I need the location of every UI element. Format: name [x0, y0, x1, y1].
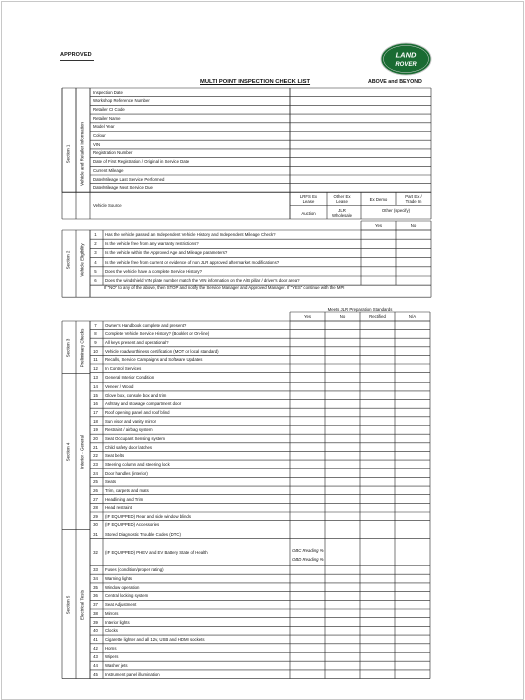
check-item-37-number: 37 — [93, 602, 98, 608]
section1-field-11-text: Date/Mileage Last Service Performed — [93, 176, 165, 182]
check-item-23-text: Steering column and steering lock — [105, 461, 170, 467]
section4-label: Section 4 — [65, 442, 71, 462]
eligibility-no-header: No — [410, 223, 417, 228]
check-item-19-number: 19 — [93, 427, 98, 433]
check-item-42-number: 42 — [93, 645, 98, 651]
source-lrfs-line1: LRFS Ex — [299, 194, 318, 199]
page-subtitle: ABOVE and BEYOND — [368, 79, 422, 85]
source-other-specify: Other (specify) — [381, 208, 411, 213]
section1-group-label: Vehicle and Retailer Information — [79, 122, 85, 186]
section3-group-label: Preliminary Checks — [79, 328, 85, 368]
eligibility-stop-note: If "NO" to any of the above, then STOP and notify the Service Manager and Approved Manager. If "YES" continue with the MPI — [104, 285, 345, 290]
check-item-17-number: 17 — [93, 410, 98, 415]
check-item-33-number: 33 — [93, 567, 98, 573]
check-item-35-number: 35 — [93, 584, 98, 590]
check-item-27-text: Headlining and Trim — [105, 496, 144, 502]
section5-group-label: Electrical Tests — [79, 590, 85, 620]
section1-field-7-text: VIN — [93, 141, 101, 147]
check-item-23-number: 23 — [93, 461, 98, 467]
eligibility-item-5-number: 5 — [94, 268, 97, 274]
check-item-34-text: Warning lights — [105, 576, 133, 581]
check-item-7-text: Owner's Handbook complete and present? — [105, 322, 187, 328]
check-item-39-number: 39 — [93, 619, 98, 625]
logo-line1: LAND — [395, 50, 417, 60]
check-item-28-number: 28 — [93, 505, 98, 511]
check-item-20-number: 20 — [93, 435, 98, 441]
check-item-14-number: 14 — [93, 384, 98, 390]
check-item-44-number: 44 — [93, 663, 98, 668]
section1-field-5-text: Model Year — [93, 124, 115, 130]
check-item-20-text: Seat Occupant Sensing system — [105, 435, 165, 441]
item-31-number: 31 — [93, 532, 98, 537]
source-ex-demo: Ex Demo — [369, 197, 388, 202]
check-item-22-text: Seat belts — [105, 453, 125, 459]
check-item-24-number: 24 — [93, 470, 98, 476]
standards-rectified: Rectified — [369, 314, 386, 319]
approved-label: APPROVED — [60, 52, 92, 58]
check-item-30-number: 30 — [93, 522, 98, 528]
check-item-18-number: 18 — [93, 418, 98, 424]
check-item-37-text: Seat Adjustment — [105, 602, 137, 608]
check-item-38-text: Mirrors — [105, 610, 119, 616]
check-item-30-text: (IF EQUIPPED) Accessories — [105, 522, 160, 528]
check-item-35-text: Window operation — [105, 584, 140, 590]
eligibility-item-2-text: Is the vehicle free from any warranty restrictions? — [105, 241, 199, 247]
check-item-8-number: 8 — [94, 331, 97, 337]
eligibility-item-4-number: 4 — [94, 259, 97, 265]
check-item-45-text: Instrument panel illumination — [105, 671, 160, 677]
check-item-36-number: 36 — [93, 593, 98, 599]
check-item-26-text: Trim, carpets and mats — [105, 487, 149, 493]
item-32-number: 32 — [93, 550, 98, 555]
standards-heading: Meets JLR Preparation Standards — [327, 307, 393, 312]
standards-no: No — [339, 314, 346, 319]
check-item-21-number: 21 — [93, 444, 98, 450]
check-item-40-text: Clocks — [105, 628, 118, 634]
section1-field-10-text: Current Mileage — [93, 167, 124, 173]
obc-reading-label: OBC Reading % — [292, 548, 324, 553]
check-item-12-text: In Control Services — [105, 365, 142, 371]
eligibility-yes-header: Yes — [374, 223, 382, 228]
check-item-28-text: Head restraint — [105, 505, 132, 511]
check-item-43-number: 43 — [93, 654, 98, 660]
check-item-21-text: Child safety door latches — [105, 444, 153, 450]
check-item-36-text: Central locking system — [105, 593, 149, 599]
section1-field-6-text: Colour — [93, 133, 106, 138]
source-auction: Auction — [301, 211, 316, 216]
vehicle-source-label: Vehicle Source — [93, 203, 122, 208]
section1-field-1-text: Inspection Date — [93, 89, 123, 95]
section1-field-12-text: Date/Mileage Next Service Due — [93, 185, 153, 191]
check-item-16-number: 16 — [93, 401, 98, 407]
eligibility-item-4-text: Is the vehicle free from current or evidence of non JLR approved aftermarket modifications? — [105, 259, 280, 265]
check-item-33-text: Fuses (condition/proper rating) — [105, 567, 164, 573]
check-item-16-text: Ashtray and stowage compartment door — [105, 401, 182, 407]
eligibility-item-1-text: Has the vehicle passed an Independent Vehicle History and Independent Mileage Check? — [105, 232, 276, 237]
check-item-9-text: All keys present and operational? — [105, 340, 169, 345]
section1-field-3-text: Retailer CI Code — [93, 106, 125, 112]
section2-group-label: Vehicle Eligibility — [79, 243, 85, 277]
check-item-17-text: Roof opening panel and roof blind — [105, 410, 170, 415]
section1-field-4-text: Retailer Name — [93, 115, 121, 121]
check-item-45-number: 45 — [93, 671, 98, 677]
source-lrfs-line2: Lease — [302, 199, 315, 204]
section5-label: Section 5 — [65, 595, 71, 615]
check-item-13-text: General Interior Condition — [105, 375, 155, 381]
check-item-15-number: 15 — [93, 392, 98, 398]
check-item-27-number: 27 — [93, 496, 98, 502]
section1-label: Section 1 — [65, 144, 71, 164]
eligibility-item-3-text: Is the vehicle within the Approved Age and Mileage parameters? — [105, 250, 228, 256]
check-item-29-text: (IF EQUIPPED) Rear and side window blinds — [105, 513, 191, 519]
eligibility-item-6-text: Does the windshield VIN plate number match the VIN information on the A/B pillar / driver's door area? — [105, 278, 300, 283]
section1-field-9-text: Date of First Registration / Original in Service Date — [93, 159, 190, 165]
check-item-24-text: Door handles (interior) — [105, 470, 148, 476]
check-item-25-text: Seats — [105, 479, 116, 485]
eligibility-item-6-number: 6 — [94, 278, 97, 283]
standards-na: N/A — [408, 314, 417, 319]
source-jlr-wholesale-line2: Wholesale — [331, 213, 353, 218]
check-item-15-text: Glove box, console box and trim — [105, 392, 167, 398]
check-item-38-number: 38 — [93, 610, 98, 616]
section3-label: Section 3 — [65, 338, 71, 358]
check-item-13-number: 13 — [93, 375, 98, 381]
eligibility-item-1-number: 1 — [94, 232, 97, 237]
check-item-42-text: Horns — [105, 645, 117, 651]
source-part-ex-line1: Part Ex / — [405, 194, 422, 199]
section1-field-8-text: Registration Number — [93, 150, 133, 156]
standards-yes: Yes — [303, 314, 311, 319]
check-item-18-text: Sun visor and vanity mirror — [105, 418, 157, 424]
item-31-text: Stored Diagnostic Trouble Codes (DTC) — [105, 532, 181, 537]
check-item-8-text: Complete Vehicle Service History? (Booklet or On-line) — [105, 331, 210, 337]
check-item-12-number: 12 — [93, 365, 98, 371]
check-item-10-number: 10 — [93, 348, 98, 354]
check-item-7-number: 7 — [94, 322, 97, 328]
check-item-41-text: Cigarette lighter and all 12v, USB and HDMI sockets — [105, 636, 205, 642]
check-item-40-number: 40 — [93, 628, 98, 634]
check-item-43-text: Wipers — [105, 654, 119, 660]
eligibility-item-3-number: 3 — [94, 250, 97, 256]
check-item-11-text: Recalls, Service Campaigns and Software Updates — [105, 357, 203, 363]
source-other-lease-line1: Other Ex — [333, 194, 351, 199]
section1-field-2-text: Workshop Reference Number — [93, 98, 150, 104]
check-item-25-number: 25 — [93, 479, 98, 485]
check-item-29-number: 29 — [93, 513, 98, 519]
check-item-39-text: Interior lights — [105, 619, 130, 625]
check-item-10-text: Vehicle roadworthiness certification (MOT or local standard) — [105, 348, 219, 354]
check-item-34-number: 34 — [93, 576, 98, 581]
check-item-22-number: 22 — [93, 453, 98, 459]
item-32-text: (IF EQUIPPED) PHEV and EV Battery State of Health — [105, 550, 208, 555]
section2-label: Section 2 — [65, 250, 71, 270]
check-item-26-number: 26 — [93, 487, 98, 493]
check-item-19-text: Restraint / airbag system — [105, 427, 153, 433]
source-jlr-wholesale-line1: JLR — [338, 208, 346, 213]
eligibility-item-5-text: Does the vehicle have a complete Service History? — [105, 268, 202, 274]
obd-reading-label: OBD Reading % — [292, 557, 324, 562]
eligibility-item-2-number: 2 — [94, 241, 97, 247]
check-item-11-number: 11 — [93, 357, 98, 363]
source-part-ex-line2: Trade In — [405, 199, 422, 204]
section4-group-label: Interior - General — [79, 434, 85, 470]
logo-line2: ROVER — [395, 62, 417, 68]
check-item-41-number: 41 — [93, 636, 98, 642]
source-other-lease-line2: Lease — [336, 199, 348, 204]
check-item-44-text: Washer jets — [105, 663, 128, 668]
check-item-14-text: Veneer / Wood — [105, 384, 134, 390]
check-item-9-number: 9 — [94, 340, 97, 345]
page-title: MULTI POINT INSPECTION CHECK LIST — [200, 79, 311, 85]
